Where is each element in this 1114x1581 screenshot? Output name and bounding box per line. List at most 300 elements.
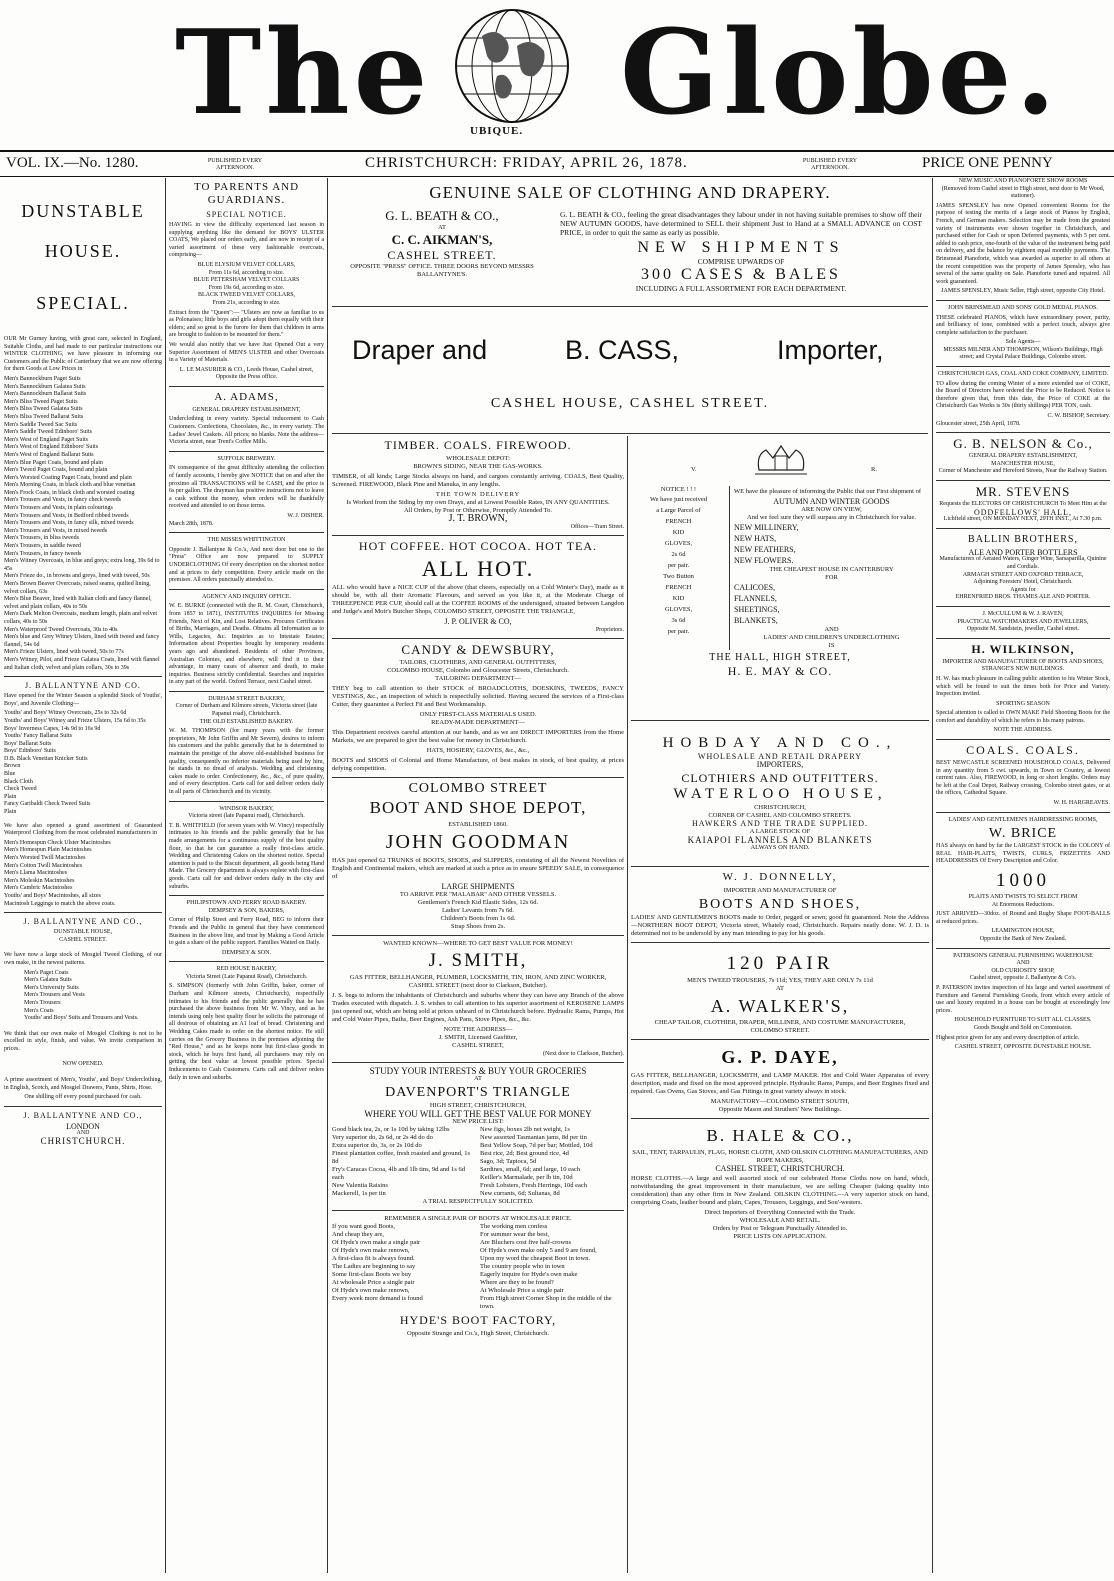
walker-trades: CHEAP TAILOR, CLOTHIER, DRAPER, MILLINER, AND COSTUME MANUFACTURER, bbox=[654, 1019, 906, 1026]
whitfield-text: T. B. WHITFIELD (for seven years with W. Vincy) respectfully intimates to his friends and the public generally that he has made arrangements for a continuous supply of the best quality flour, so that he can guarantee a really first-class article. Wedding and Christening Cakes on the shortest notice. Special attention is paid to the Biscuit department, all goods being Hand Made. The Grocery department is always replete with first-class goods. Carts call for and deliver orders daily in the city and suburbs. bbox=[169, 822, 324, 890]
timber-title: TIMBER. COALS. FIREWOOD. bbox=[384, 438, 572, 452]
list-item: Men's Bannockburn Paget Suits bbox=[4, 375, 81, 382]
prime-text: A prime assortment of Men's, Youths', and Boys' Underclothing, in English, Scotch, and Mosgiel Drawers, Pants, Shirts, Hose. bbox=[4, 1077, 162, 1091]
and-text: AND bbox=[1016, 960, 1030, 967]
list-item: Men's Paget Coats bbox=[24, 969, 69, 976]
price-item: New currants, 6d; Sultanas, 8d bbox=[480, 1190, 560, 1197]
pleasure-text: WE have the pleasure of informing the Public that our First shipment of bbox=[734, 488, 922, 495]
shilling-text: One shilling off every pound purchased for cash. bbox=[24, 1094, 142, 1101]
is-text: IS bbox=[828, 642, 835, 649]
list-item: Men's West of England Edinboro' Suits bbox=[4, 444, 99, 451]
leamington-house: LEAMINGTON HOUSE, bbox=[991, 928, 1055, 935]
list-item: Men's Homespun Plain Macintoshes bbox=[4, 847, 92, 854]
list-item: FRENCH bbox=[665, 518, 692, 525]
colombo-title: COLOMBO STREET bbox=[408, 781, 548, 796]
price-item: Good black tea, 2s, or 1s 10d by taking 12lbs bbox=[332, 1126, 450, 1133]
at-text: AT bbox=[438, 224, 446, 231]
adams-text: Underclothing in every variety. Special inducement to Cash Customers. Confections, Chocolates, &c., in every variety. The Ladies' Jewel Caskets. All prices; no blanks. Note the address—Victoria street, near Trent's Coffee Mills. bbox=[169, 416, 324, 446]
price-item: Sardines, small, 6d; and large, 10 each bbox=[480, 1166, 581, 1173]
oliver-name: J. P. OLIVER & CO, bbox=[444, 617, 512, 626]
ready-made-text: This Department receives careful attention at our hands, and as we are DIRECT IMPORTERS from the Home Markets, we are prepared to give the best value for money in Christchurch. bbox=[332, 729, 624, 744]
paterson-title: PATERSON'S GENERAL FURNISHING WAREHOUSE bbox=[953, 952, 1093, 959]
at-text: AT bbox=[776, 985, 784, 992]
poem-line: From High street Corner Shop in the middle of the town. bbox=[480, 1295, 612, 1310]
wilkinson-buildings: STRANGE'S NEW BUILDINGS. bbox=[981, 666, 1065, 673]
hale-text: HORSE CLOTHS.—A large and well assorted stock of our celebrated Horse Cloths now on hand, which, notwithstanding the great improvement in their manufacture, we are selling Cheaper (taking quality into consideration) than any other firm in New Zealand. OILSKIN CLOTHING.—A very superior stock on hand, comprising Coats, leather bound and plain, Capes, Trousers, Leggings, and Sou'-westers. bbox=[631, 1175, 929, 1206]
sporting-season: SPORTING SEASON bbox=[996, 700, 1050, 707]
list-item: Men's Dark Melton Overcoats, medium length, plain and velvet collars, 40s to 50s bbox=[4, 611, 158, 625]
arrived-text: JUST ARRIVED—30doz. of Round and Rugby Shape FOOT-BALLS at reduced prices. bbox=[936, 911, 1110, 925]
mosgiel-text: We have now a large stock of Mosgiel Tweed Clothing, of our own make, in the newest patterns. bbox=[4, 952, 162, 966]
boot-depot-title: BOOT AND SHOE DEPOT, bbox=[369, 798, 587, 817]
windsor-title: WINDSOR BAKERY, bbox=[219, 805, 274, 812]
wholesale-retail: WHOLESALE AND RETAIL. bbox=[739, 1217, 821, 1224]
list-item: FRENCH bbox=[665, 584, 692, 591]
brinsmead-text: THESE celebrated PIANOS, which have extraordinary power, purity, and brilliancy of tone, combined with a perfect touch, always give complete satisfaction to the purchaser. bbox=[936, 314, 1110, 336]
list-item: Men's Coats bbox=[24, 1007, 54, 1014]
notice-text: NOTICE ! ! ! bbox=[660, 486, 697, 493]
list-item: Men's Trousers and Vests, in fancy silk, mixed tweeds bbox=[4, 520, 134, 527]
waterloo-house: WATERLOO HOUSE, bbox=[673, 786, 887, 802]
curiosity-shop: OLD CURIOSITY SHOP, bbox=[991, 967, 1055, 974]
list-item: Men's West of England Paget Suits bbox=[4, 436, 88, 443]
agency-title: AGENCY AND INQUIRY OFFICE. bbox=[202, 593, 291, 600]
hall-address: THE HALL, HIGH STREET, bbox=[709, 652, 851, 663]
price-item: Best Yellow Soap, 7d per bar; Mottled, 10d bbox=[480, 1142, 593, 1149]
poem-line: Of Hyde's own make a single pair bbox=[332, 1239, 421, 1246]
list-item: Men's Brown Beaver Overcoats, raised seams, quilted lining, velvet collars, 63s bbox=[4, 581, 151, 595]
highest-price: Highest price given for any and every description of article. bbox=[936, 1034, 1080, 1041]
wilkinson-text: H. W. has much pleasure in calling public attention to his Winter Stock, which will be found to suit the times both for Price and Variety. Inspection invited. bbox=[936, 675, 1110, 698]
list-item: Men's Blue Beaver, lined with Italian cloth and fancy flannel, velvet and plain collars, 40s to 50s bbox=[4, 596, 152, 610]
queen-extract: Extract from the "Queen":— "Ulsters are now as familiar to us as Polonaises; little boys and girls adopt them equally with their elders; and so great is the furore for them that children in arms are brought to fashion to be mounted for them." bbox=[169, 309, 324, 339]
globe-icon bbox=[452, 6, 572, 126]
list-item: Men's Cotton Twill Macintoshes bbox=[4, 862, 83, 869]
wanted-known: WANTED KNOWN—WHERE TO GET BEST VALUE FOR MONEY! bbox=[383, 940, 573, 947]
cashel-street: CASHEL STREET. bbox=[387, 248, 497, 262]
new-price-list: NEW PRICE LIST: bbox=[452, 1118, 504, 1125]
wilkinson-subtitle: IMPORTER AND MANUFACTURER OF BOOTS AND SHOES, bbox=[942, 658, 1104, 665]
poem-line: Eagerly inquire for Hyde's own make bbox=[480, 1271, 578, 1278]
list-item: Men's Frieze Ulsters, lined with tweed, 50s to 77s bbox=[4, 649, 124, 656]
curiosity-address: Cashel street, opposite J. Ballantyne & Co's. bbox=[969, 975, 1077, 982]
gas-date: Gloucester street, 25th April, 1878. bbox=[936, 420, 1021, 427]
plaits-text: PLAITS AND TWISTS TO SELECT FROM bbox=[968, 894, 1078, 900]
poem-line: Some first-class Boots we buy bbox=[332, 1271, 412, 1278]
published-note: PUBLISHED EVERY AFTERNOON. bbox=[207, 158, 263, 171]
poem-line: Of Hyde's own make renown, bbox=[332, 1287, 410, 1294]
poem-line: The Ladies are beginning to say bbox=[332, 1263, 416, 1270]
millinery-list bbox=[734, 522, 929, 566]
list-item: NEW MILLINERY, bbox=[734, 523, 799, 532]
aikman-name: C. C. AIKMAN'S, bbox=[391, 232, 493, 247]
clothing-sale-ad bbox=[332, 178, 928, 307]
dempsey-text: Corner of Philip Street and Ferry Road, BEG to inform their Friends and the Public in general that they have commenced Business in the above line, and trust by Making a Good Article to gain a share of the public support. Families Waited on Daily. bbox=[169, 917, 324, 947]
mccullum-trades: PRACTICAL WATCHMAKERS AND JEWELLERS, bbox=[957, 618, 1089, 625]
agents-for: Agents for bbox=[1010, 586, 1036, 593]
waterproof-text: We have also opened a grand assortment of Guaranteed Waterproof Clothing from the most celebrated manufacturers in bbox=[4, 822, 162, 837]
beath-name: G. L. BEATH & CO., bbox=[385, 208, 499, 223]
list-item: We have just received bbox=[649, 496, 708, 503]
list-item: Men's Homespun Check Ulster Macintoshes bbox=[4, 839, 111, 846]
collar-price: From 11s 6d, according to size. bbox=[208, 269, 285, 276]
mccullum-address: Opposite M. Sandstein, jeweller, Cashel street. bbox=[966, 626, 1080, 633]
nelson-title: G. B. NELSON & Co., bbox=[953, 436, 1093, 452]
list-item: Boys' Edinboro' Suits bbox=[4, 748, 56, 755]
ehrenfried-text: EHRENFRIED BROS. THAMES ALE AND PORTER. bbox=[955, 594, 1091, 601]
list-item: Men's Saddle Tweed Edinboro' Suits bbox=[4, 429, 92, 436]
issue-date: CHRISTCHURCH: FRIDAY, APRIL 26, 1878. bbox=[365, 155, 688, 171]
list-item: Strap Shoes from 2s. bbox=[450, 923, 506, 930]
price-item: New Valentia Raisins bbox=[332, 1182, 388, 1189]
brown-name: J. T. BROWN, bbox=[448, 513, 508, 524]
may-firm: H. E. MAY & CO. bbox=[727, 664, 833, 678]
price-item: Very superior do, 2s 6d, or 2s 4d do do bbox=[332, 1134, 433, 1141]
list-item: NEW FEATHERS, bbox=[734, 545, 796, 554]
wilkinson-title: H. WILKINSON, bbox=[971, 641, 1075, 656]
column-rule bbox=[327, 178, 328, 1573]
list-item: Men's Frock Coats, in black cloth and worsted coating bbox=[4, 489, 135, 496]
suffolk-date: March 28th, 1878. bbox=[169, 520, 214, 527]
tweed-trousers: MEN'S TWEED TROUSERS, 7s 11d; YES, THEY ARE ONLY 7s 11d bbox=[687, 977, 873, 984]
daye-opposite: Opposite Mason and Struthers' New Buildings. bbox=[718, 1106, 842, 1113]
all-hot-text: ALL who would have a NICE CUP of the above (that cheers, especially on a Cold Winter's Day), made as it should be, with all their Aromatic Flavours, and served as you like it, at the Moderate Charge of THREEPENCE PER CUP, should call at the COFFEE ROOMS of the undersigned, situated between Langdon and Judge's and Moir's Butcher Shops, COLOMBO STREET, OPPOSITE THE TRIANGLE, bbox=[332, 584, 624, 615]
commission-text: Goods Bought and Sold on Commission. bbox=[973, 1024, 1073, 1031]
price-item: Keiller's Marmalade, per lb tin, 10d bbox=[480, 1174, 573, 1181]
donnelly-title: W. J. DONNELLY, bbox=[722, 871, 838, 883]
price-item: Fresh Lobsters, Fresh Herrings, 10d each bbox=[480, 1182, 588, 1189]
list-item: Men's Morning Coats, in black cloth and blue venetian bbox=[4, 482, 136, 489]
oddfellows-hall: ODDFELLOWS' HALL, bbox=[974, 507, 1072, 517]
list-item: Men's Bannockburn Galatea Suits bbox=[4, 383, 86, 390]
collar-price: From 19s 6d, according to size. bbox=[208, 284, 285, 291]
royal-v: V. bbox=[691, 466, 697, 473]
daye-manufactory: MANUFACTORY—COLOMBO STREET SOUTH, bbox=[710, 1098, 850, 1105]
list-item: Two Button bbox=[663, 573, 694, 580]
and-text: AND bbox=[824, 626, 839, 633]
hats-text: HATS, HOSIERY, GLOVES, &c., &c., bbox=[426, 747, 530, 754]
firm-london: LONDON bbox=[66, 1121, 100, 1131]
donnelly-text: LADIES' AND GENTLEMEN'S BOOTS made to Order, pegged or sewn; good fit guaranteed. Note the Address—NORTHERN BOOT DEPOT, Victoria street, Whately road, Christchurch. Repairs neatly done. W. J. D. is determined not to be undersold by any man intending to pay for his goods. bbox=[631, 914, 929, 937]
old-bakery-title: THE OLD ESTABLISHED BAKERY. bbox=[199, 718, 294, 725]
price-item: New figs, boxes 2lb net weight, 1s bbox=[480, 1126, 570, 1133]
hydes-title: HYDE'S BOOT FACTORY, bbox=[399, 1313, 557, 1327]
list-item: Youths' and Boys' Macintoshes, all sizes bbox=[4, 892, 101, 899]
list-item: GLOVES, bbox=[664, 540, 693, 547]
parents-title: TO PARENTS AND GUARDIANS. bbox=[193, 181, 300, 206]
list-item: Men's Trousers bbox=[24, 999, 61, 1006]
nelson-address: Corner of Manchester and Hereford Streets, Near the Railway Station. bbox=[938, 468, 1108, 475]
ready-made-heading: READY-MADE DEPARTMENT— bbox=[431, 719, 525, 726]
agency-text: W. E. BURKE (connected with the R. M. Court, Christchurch, from 1857 to 1871), INSTITUTES INQUIRIES for Missing Friends, Next of Kin, and Lost Relatives. Procures Certificates of Births, Marriages, and Deaths. Obtains all Information as to Wills, Legacies, &c. Inquiries as to Intestate Estates; Information about Properties bought by temporary residents years ago and abandoned. Residents of other Provinces, Australian Colonies, and elsewhere, will find it to their advantage, in many cases of absence and death, to make inquiries. Business strictly confidential. Searches and inquiries in any part of the world. Oxford Terrace, next Cashel street. bbox=[169, 603, 324, 686]
cashel-street-opposite: CASHEL STREET, OPPOSITE DUNSTABLE HOUSE. bbox=[954, 1044, 1092, 1051]
durham-title: DURHAM STREET BAKERY, bbox=[208, 695, 285, 702]
stevens-electors: Requests the ELECTORS OF CHRISTCHURCH To Meet Him at the bbox=[939, 501, 1107, 507]
ballin-text: Manufacturers of Aerated Waters, Ginger Wine, Sarsaparilla, Quinine and Cordials. bbox=[939, 556, 1107, 570]
list-item: Brown bbox=[4, 763, 21, 770]
list-item: Men's Trousers, in fancy tweeds bbox=[4, 550, 82, 557]
candy-subtitle: TAILORS, CLOTHIERS, AND GENERAL OUTFITTERS, bbox=[399, 659, 557, 666]
dunstable-title: DUNSTABLE bbox=[21, 201, 145, 221]
dempsey-title: DEMPSEY & SON, BAKERS, bbox=[208, 907, 285, 914]
hargreaves-signature: W. H. HARGREAVES. bbox=[1053, 800, 1110, 807]
simpson-text: S. SIMPSON (formerly with John Griffin, baker, corner of Durham and Kilmore streets, Christchurch), respectfully intimates to his friends and the public generally that he has purchased the above business from Mr W. Vincy, and as he intends using only best quality flour he solicits the patronage of all desirous of obtaining an A1 loaf of bread. Christening and Wedding Cakes made to order on the shortest notice. He still carries on the Grocery Business in the premises adjoining the "Red House," and as he keeps none but first-class goods in stock, which he buys first hand, all purchasers may rely on getting the best value at lowest possible prices. Special Inducements to Cash Customers. Carts call and deliver orders daily in town and suburbs. bbox=[169, 983, 324, 1081]
clothing-title: GENUINE SALE OF CLOTHING AND DRAPERY. bbox=[429, 183, 831, 202]
list-item: Plain bbox=[4, 809, 17, 816]
manchester-house: MANCHESTER HOUSE, bbox=[991, 460, 1055, 467]
goodman-title: JOHN GOODMAN bbox=[385, 831, 571, 853]
list-item: Men's Blue Paget Coats, bound and plain bbox=[4, 459, 103, 466]
cheapest-house: THE CHEAPEST HOUSE IN CANTERBURY bbox=[769, 566, 894, 573]
firm-street: CASHEL STREET. bbox=[59, 936, 107, 943]
always-on-hand: ALWAYS ON HAND. bbox=[750, 844, 810, 851]
gas-text: TO allow during the coming Winter of a more extended use of COKE, the Board of Directors have ordered the Price to be Reduced. Notice is therefore given that, from this date, the Price of COKE at the Christchurch Gas Works is 30s (thirty shillings) PER TON, cash. bbox=[936, 380, 1110, 410]
now-opened: NOW OPENED. bbox=[62, 1061, 104, 1068]
firm-name: J. BALLANTYNE AND CO., bbox=[23, 1110, 143, 1120]
collar-price: From 21s, according to size. bbox=[212, 299, 281, 306]
prices-right bbox=[480, 1126, 624, 1198]
smith-street: CASHEL STREET, bbox=[452, 1042, 504, 1049]
poem-line: And cheap they are, bbox=[332, 1231, 384, 1238]
suffolk-signature: W. J. DISHER. bbox=[287, 513, 324, 519]
orders-post: Orders by Post or Telegram Punctually Attended to. bbox=[712, 1225, 848, 1232]
red-house-address: Victoria Street (Late Papanui Road), Christchurch. bbox=[185, 973, 308, 980]
price-item: Best rice, 2d; Best ground rice, 4d bbox=[480, 1150, 569, 1157]
column-dunstable-house bbox=[4, 178, 162, 1573]
paterson-text: P. PATERSON invites inspection of his large and varied assortment of Furniture and General Furnishing Goods, from which every article of use and luxury required in a house can be bought at exceedingly low prices. bbox=[936, 984, 1110, 1014]
cass-name: B. CASS, bbox=[565, 335, 680, 365]
think-text: We think that our own make of Mosgiel Clothing is not to be excelled in style, finish, and value. We invite comparison in prices. bbox=[4, 1030, 162, 1052]
philipstown-title: PHILIPSTOWN AND FERRY ROAD BAKERY. bbox=[186, 900, 307, 907]
arrive-text: TO ARRIVE PER "MALABAR" AND OTHER VESSELS. bbox=[399, 891, 557, 898]
list-item: KID bbox=[672, 529, 685, 536]
list-item: CALICOES, bbox=[734, 583, 776, 592]
poem-line: Of Hyde's own make only 5 and 9 are found, bbox=[480, 1247, 597, 1254]
list-item: Men's Llama Macintoshes bbox=[4, 870, 68, 877]
remember-text: REMEMBER A SINGLE PAIR OF BOOTS AT WHOLESALE PRICE. bbox=[384, 1215, 572, 1222]
list-item: Men's Bliss Tweed Galatea Suits bbox=[4, 406, 83, 413]
masurier-firm: L. LE MASURIER & CO., Leeds House, Cashel street, Opposite the Press office. bbox=[179, 366, 314, 381]
macintosh-list bbox=[4, 840, 162, 908]
list-item: 2s 6d bbox=[671, 551, 686, 558]
whittington-text: Opposite J. Ballantyne & Co.'s, And next door but one to the "Press" Office are now prepared to SUPPLY UNDERCLOTHING Of every description on the shortest notice and at prices to defy competition. Every article made on the premises. All orders punctually attended to. bbox=[169, 546, 324, 584]
household-furniture: HOUSEHOLD FURNITURE TO SUIT ALL CLASSES. bbox=[954, 1017, 1092, 1024]
list-item: Men's Trousers, in bliss tweeds bbox=[4, 535, 79, 542]
smith-trades: GAS FITTER, BELLHANGER, PLUMBER, LOCKSMITH, TIN, IRON, AND ZINC WORKER, bbox=[349, 974, 607, 981]
candy-title: CANDY & DEWSBURY, bbox=[401, 642, 555, 657]
thousand-text: 1000 bbox=[996, 870, 1050, 891]
davenport-title: DAVENPORT'S TRIANGLE bbox=[385, 1085, 571, 1100]
goodman-text: HAS just opened 62 TRUNKS of BOOTS, SHOES, and SLIPPERS, consisting of all the Newest Novelties of English and Continental makers, which are marked at such a price as to ensure SPEEDY SALE, in consequence of bbox=[332, 857, 624, 880]
feel-text: And we feel sure they will surpass any in Christchurch for value. bbox=[747, 514, 916, 521]
list-item: Men's Tweed Paget Coats, bound and plain bbox=[4, 467, 108, 474]
list-item: GLOVES, bbox=[664, 606, 693, 613]
pair-title: 120 PAIR bbox=[726, 953, 834, 974]
spensley-text: JAMES SPENSLEY has now Opened convenient Rooms for the purpose of testing the merits of a large stock of Pianos by English, French, and German makers. Selection may be made from the greatest variety of instruments ever shown together in Christchurch, and purchased either for Cash or upon Deferred payments, with 5 per cent. added to cash price, one-fourth of the value of the instrument being paid on delivery, and the balance by eighteen equal monthly payments. The Brinsmead Pianoforte, which was awarded as superior to all others at the recent competition was the property of James Spensley, who has several of the same quality on Sale. Pianoforte tuned and repaired. All work guaranteed. bbox=[936, 202, 1110, 285]
smith-next-door: (Next door to Clarkson, Butcher). bbox=[543, 1051, 624, 1057]
list-item: Men's Bliss Tweed Ballarat Suits bbox=[4, 413, 84, 420]
hobday-title: HOBDAY AND CO., bbox=[662, 735, 898, 751]
list-item: Men's Trousers and Vests, in fancy check tweeds bbox=[4, 497, 121, 504]
special-notice: SPECIAL NOTICE. bbox=[206, 210, 287, 219]
smith-signature: J. SMITH, Licensed Gasfitter, bbox=[438, 1034, 518, 1041]
coals-title: COALS. COALS. bbox=[966, 743, 1080, 758]
price-item: Finest plantation coffee, fresh roasted and ground, 1s 8d bbox=[332, 1150, 470, 1165]
masthead-motto: UBIQUE. bbox=[470, 125, 524, 137]
list-item: Men's Bliss Tweed Paget Suits bbox=[4, 398, 78, 405]
established-text: ESTABLISHED 1860. bbox=[448, 821, 508, 828]
comprise-text: COMPRISE UPWARDS OF bbox=[697, 257, 785, 266]
hale-street: CASHEL STREET, CHRISTCHURCH. bbox=[715, 1164, 845, 1173]
boys-intro: Have opened for the Winter Season a splendid Stock of Youths', Boys', and Juvenile Clothing— bbox=[4, 693, 162, 707]
removed-text: (Removed from Cashel street to High street, next door to Mr Wood, stationer). bbox=[941, 185, 1105, 200]
list-item: BLANKETS, bbox=[734, 616, 778, 625]
collar-type: BLACK TWEED VELVET COLLARS, bbox=[197, 292, 296, 299]
list-item: Men's Trousers and Vests, in mixed tweeds bbox=[4, 527, 108, 534]
masthead bbox=[0, 0, 1114, 150]
large-stock: A LARGE STOCK OF bbox=[749, 828, 811, 835]
column-rule bbox=[932, 178, 933, 1573]
list-item: Men's Worsted Coating Paget Coats, bound and plain bbox=[4, 474, 132, 481]
poem-line: Upon my word the cheapest Boot in town. bbox=[480, 1255, 591, 1262]
list-item: Men's Waterproof Tweed Overcoats, 30s to 40s bbox=[4, 626, 118, 633]
timber-text: TIMBER, of all kinds; Large Stocks always on hand, and cargoes constantly arriving. COALS, Best Quality, Screened. FIREWOOD, Black Pine and Manuka, in any lengths. bbox=[332, 473, 624, 488]
note-address: NOTE THE ADDRESS— bbox=[443, 1026, 513, 1033]
hobday-importers: IMPORTERS, bbox=[756, 760, 804, 769]
list-item: D.B. Black Venetian Knicker Suits bbox=[4, 755, 88, 762]
list-item: NEW HATS, bbox=[734, 534, 777, 543]
gas-signature: C. W. BISHOP, Secretary. bbox=[1047, 413, 1110, 420]
column-rule bbox=[627, 436, 628, 1573]
column-six bbox=[936, 178, 1110, 1573]
volume-number: VOL. IX.—No. 1280. bbox=[6, 155, 139, 171]
autumn-goods: AUTUMN AND WINTER GOODS bbox=[773, 497, 890, 506]
wholesale-depot: WHOLESALE DEPOT: bbox=[446, 455, 510, 462]
large-shipments: LARGE SHIPMENTS bbox=[441, 882, 515, 891]
smith-text: J. S. begs to inform the inhabitants of Christchurch and suburbs where they can have any Branch of the above Trades executed with dispatch. J. S. wishes to call attention to his superior assortment of KEROSENE LAMPS just opened out, which are being sold at prices unheard of in Christchurch before. Hydraulic Rams, Pumps, Hot and Cold Water Pipes, Baths, Beer Engines, Ash Pans, Stove Pipes, &c., &c. bbox=[332, 992, 624, 1023]
list-item: Youths' Fancy Ballarat Suits bbox=[4, 733, 72, 740]
kaiapoi-text: KAIAPOI FLANNELS AND BLANKETS bbox=[687, 835, 873, 845]
list-item: Men's Bannockburn Ballarat Suits bbox=[4, 391, 87, 398]
price-lists: PRICE LISTS ON APPLICATION. bbox=[733, 1233, 827, 1240]
list-item: Macintosh Leggings to match the above coats. bbox=[4, 900, 116, 907]
center-left-column bbox=[332, 436, 624, 1573]
gas-company: CHRISTCHURCH GAS, COAL AND COKE COMPANY, LIMITED. bbox=[937, 371, 1109, 378]
poem-line: The country people who in town bbox=[480, 1263, 565, 1270]
suffolk-title: SUFFOLK BREWERY. bbox=[217, 455, 276, 462]
boots-text: BOOTS and SHOES of Colonial and Home Manufacture, of best makes in stock, of best quality, at prices defying competition. bbox=[332, 757, 624, 772]
beath-text: G. L. BEATH & CO., feeling the great disadvantages they labour under in not having suitable premises to show off their NEW AUTUMN GOODS, have determined to SELL their shipment Just to Hand at a SMALL ADVANCE on COST PRICE, in order to quit the same as early as possible. bbox=[560, 210, 922, 237]
list-item: Men's Galatea Suits bbox=[24, 977, 72, 984]
music-title: NEW MUSIC AND PIANOFORTE SHOW ROOMS bbox=[958, 178, 1088, 184]
ladies-underclothing: LADIES' AND CHILDREN'S UNDERCLOTHING bbox=[763, 634, 900, 641]
smith-title: J. SMITH, bbox=[428, 950, 528, 971]
list-item: Children's Boots from 1s 6d. bbox=[440, 915, 516, 922]
poem-line: At Wholesale Price a single pair bbox=[480, 1287, 564, 1294]
mosgiel-list bbox=[4, 970, 162, 1023]
boots-shoes-title: BOOTS AND SHOES, bbox=[698, 897, 862, 912]
poem-line: Every week more demand is found bbox=[332, 1295, 423, 1302]
old-bakery-text: W. M. THOMPSON (for many years with the former proprietors, Mr John Griffin and Mr Severn), desires to inform his customers and the public generally that he is determined to maintain the prestige of the above old-established business for quality, consequently no inferior materials being used by him, he stands in no dread of analysis. Wedding and christening cakes made to order. Confectionery, &c., &c., of pure quality, and of every description. Carts call for and deliver orders daily in all parts of Christchurch and its vicinity. bbox=[169, 728, 324, 795]
fabrics-list bbox=[734, 582, 929, 626]
sole-agents: Sole Agents— bbox=[1005, 339, 1041, 346]
donnelly-subtitle: IMPORTER AND MANUFACTURER OF bbox=[723, 887, 837, 894]
hale-trades: SAIL, TENT, TARPAULIN, FLAG, HORSE CLOTH, AND OILSKIN CLOTHING MANUFACTURERS, AND ROPE MAKERS, bbox=[632, 1149, 928, 1164]
masthead-globe: Globe. bbox=[620, 5, 1060, 141]
list-item: Men's Trousers and Vests, in Bedford ribbed tweeds bbox=[4, 512, 129, 519]
coals-text: BEST NEWCASTLE SCREENED HOUSEHOLD COALS, Delivered in any quantity from 5 cwt. upwards, in Town or Country, at lowest current rates. Also, FIREWOOD, in long or short lengths. Orders may be left at the Coal Depot, Railway crossing, Colombo street gates, or at the offices, Cathedral Square. bbox=[936, 760, 1110, 797]
list-item: Men's Moleskin Macintoshes bbox=[4, 877, 75, 884]
published-note-right: PUBLISHED EVERY AFTERNOON. bbox=[802, 158, 858, 171]
trial-text: A TRIAL RESPECTFULLY SOLICITED. bbox=[422, 1198, 534, 1205]
opposite-text: OPPOSITE "PRESS" OFFICE. THREE DOORS BEYOND MESSRS BALLANTYNE'S. bbox=[350, 263, 534, 278]
cass-ad bbox=[332, 308, 928, 434]
firm-christchurch: CHRISTCHURCH. bbox=[40, 1136, 126, 1147]
collar-type: BLUE PETERSHAM VELVET COLLARS bbox=[193, 277, 300, 284]
price-item: Sago, 3d; Tapioca, 5d bbox=[480, 1158, 537, 1165]
reductions-text: At Enormous Reductions. bbox=[991, 901, 1055, 908]
suffolk-text: IN consequence of the great difficulty attending the collection of family accounts, I hereby give NOTICE that on and after the proximo all TRANSACTIONS will be CASH, and the price is 6s per gallon. The drayman has positive instructions not to leave a cask without the money, when orders will be thankfully received and attended to on those terms. bbox=[169, 465, 324, 510]
poem-left bbox=[332, 1223, 476, 1311]
list-item: Men's Witney, Pilot, and Frieze Galatea Coats, lined with flannel and Italian cloth, velvet and plain collars, 30s to 39s bbox=[4, 656, 160, 671]
windsor-address: Victoria street (late Papanui road), Christchurch. bbox=[188, 813, 305, 820]
list-item: Men's West of England Ballarat Suits bbox=[4, 451, 94, 458]
dempsey-signature: DEMPSEY & SON. bbox=[222, 949, 271, 956]
whittington-title: THE MISSES WHITTINGTON bbox=[207, 537, 286, 544]
list-item: Ladies' Levants from 7s 6d. bbox=[441, 907, 515, 914]
milner-thompson: MESSRS MILNER AND THOMPSON, Wilson's Buildings, High street; and Crystal Palace Buildings, Colombo street. bbox=[943, 346, 1103, 361]
brown-office: Offices—Tram Street. bbox=[570, 524, 624, 530]
price-item: Mackerell, 1s per tin bbox=[332, 1190, 386, 1197]
cass-address: CASHEL HOUSE, CASHEL STREET. bbox=[490, 396, 770, 411]
list-item: Youths' and Boys' Witney and Frieze Ulsters, 15s 6d to 35s bbox=[4, 717, 146, 724]
royal-arms-icon bbox=[751, 440, 811, 480]
at-text: AT bbox=[474, 1075, 482, 1082]
walker-title: A. WALKER'S, bbox=[710, 996, 850, 1016]
parents-text: HAVING in view the difficulty experienced last season in supplying anything like the demand for BOYS' ULSTER COATS, We placed our orders early, and are now in receipt of a varied assortment of these very fashionable overcoats, comprising— bbox=[169, 222, 324, 259]
list-item: Men's University Suits bbox=[24, 984, 79, 991]
firm-name: J. BALLANTYNE AND CO., bbox=[23, 917, 143, 927]
poem-line: Are Bluchers cost five half-crowns bbox=[480, 1239, 571, 1246]
poem-right bbox=[480, 1223, 624, 1311]
list-item: Check Tweed bbox=[4, 786, 37, 793]
tailoring-text: THEY beg to call attention to their STOCK of BROADCLOTHS, DOESKINS, TWEEDS, FANCY VESTINGS, &c., an inspection of which is respectfully solicited. Having secured the services of a First-class Cutter, they guarantee a Perfect Fit and Best Workmanship. bbox=[332, 685, 624, 708]
royal-r: R. bbox=[871, 466, 877, 473]
for-text: FOR bbox=[825, 574, 838, 581]
intro-text: OUR Mr Gurney having, with great care, selected in England, Suitable Cloths, and had made to our particular instructions our WINTER CLOTHING, we have pleasure in informing our Customers and the Public of Canterbury that we are now offering for them Goods at Low Prices in bbox=[4, 336, 162, 373]
list-item: Plain bbox=[4, 793, 17, 800]
browns-siding: BROWN'S SIDING, NEAR THE GAS-WORKS. bbox=[413, 463, 543, 470]
only-first-class: ONLY FIRST-CLASS MATERIALS USED. bbox=[419, 711, 537, 718]
poem-line: The working men confess bbox=[480, 1223, 548, 1230]
smith-address: CASHEL STREET (next door to Clarkson, Butcher). bbox=[408, 982, 548, 989]
list-item: KID bbox=[672, 595, 685, 602]
now-on-view: ARE NOW ON VIEW, bbox=[801, 506, 862, 513]
stevens-title: MR. STEVENS bbox=[975, 484, 1071, 499]
hairdressing-title: LADIES' AND GENTLEMEN'S HAIRDRESSING ROOMS, bbox=[948, 816, 1098, 823]
list-item: Men's Worsted Twill Macintoshes bbox=[4, 855, 86, 861]
firm-name: J. BALLANTYNE AND CO. bbox=[25, 681, 141, 691]
list-item: Boys' Ballarat Suits bbox=[4, 740, 52, 747]
special-title: SPECIAL. bbox=[36, 293, 130, 313]
stevens-meeting: Lichfield street, ON MONDAY NEXT, 29TH INST., At 7.30 p.m. bbox=[943, 516, 1103, 523]
list-item: Black Cloth bbox=[4, 778, 33, 785]
goodman-price-list bbox=[332, 899, 624, 931]
center-right-column bbox=[631, 436, 929, 1573]
sporting-text: Special attention is called to OWN MAKE Field Shooting Boots for the comfort and durability of which he refers to his many patrons. bbox=[936, 710, 1110, 724]
hobday-clothiers: CLOTHIERS AND OUTFITTERS. bbox=[681, 771, 879, 785]
all-hot-title: ALL HOT. bbox=[421, 556, 535, 581]
